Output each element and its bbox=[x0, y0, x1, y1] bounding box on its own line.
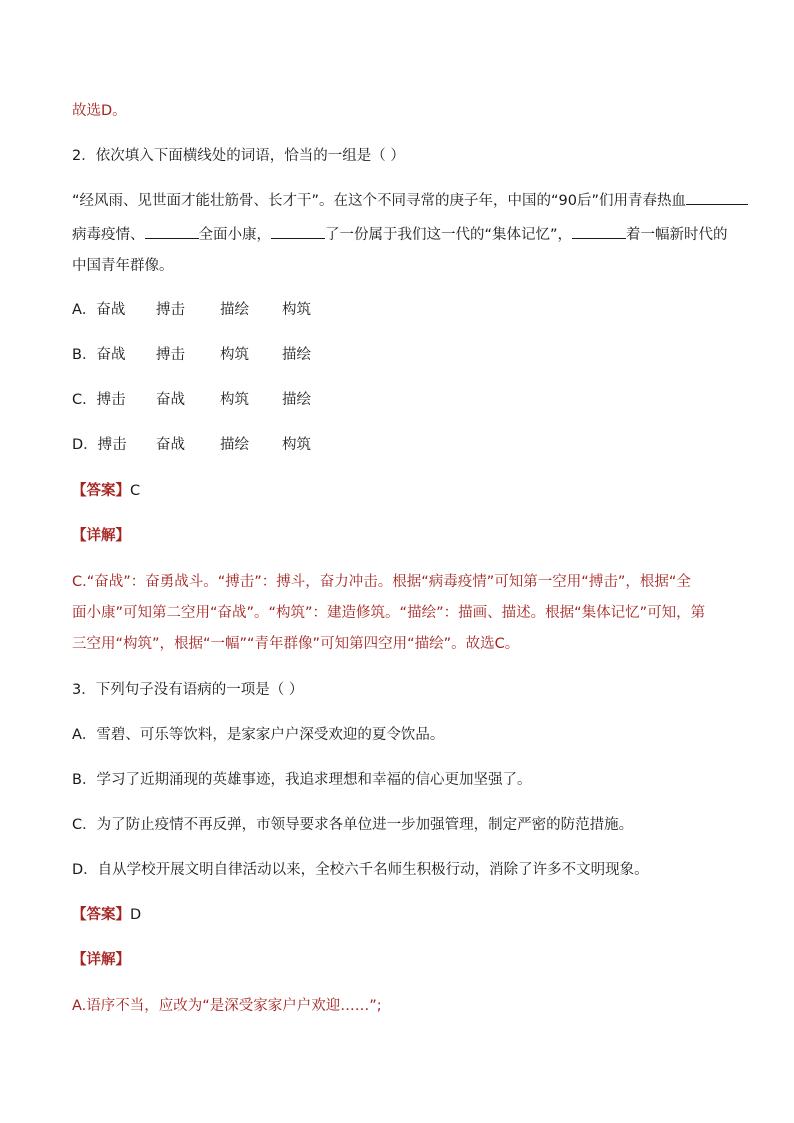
q2-option-a bbox=[72, 300, 311, 320]
option-a-word-1: A．奋战 bbox=[72, 302, 126, 318]
option-b-word-1: B．奋战 bbox=[72, 347, 126, 363]
q3-stem: 3．下列句子没有语病的一项是（ ） bbox=[72, 682, 304, 698]
q3-answer-value: D bbox=[130, 907, 142, 923]
option-c-word-1: C．搏击 bbox=[72, 392, 126, 408]
blank-4 bbox=[572, 224, 626, 239]
q3-answer bbox=[72, 905, 141, 925]
q2-passage-text-2b: 全面小康， bbox=[198, 227, 271, 243]
q2-passage-line-2 bbox=[72, 224, 728, 245]
blank-2 bbox=[145, 224, 199, 239]
q2-passage-text-2d: 着一幅新时代的 bbox=[626, 227, 728, 243]
q2-detail-line-1: C.“奋战”：奋勇战斗。“搏击”：搏斗，奋力冲击。根据“病毒疫情”可知第一空用“搏击”，根据“全 bbox=[72, 574, 691, 590]
option-c-word-3: 构筑 bbox=[220, 392, 249, 408]
option-b-word-4: 描绘 bbox=[282, 347, 311, 363]
option-b-word-3: 构筑 bbox=[220, 347, 249, 363]
q2-passage-text-2a: 病毒疫情、 bbox=[72, 227, 145, 243]
q3-detail-label: 【详解】 bbox=[72, 952, 130, 968]
option-d-word-3: 描绘 bbox=[220, 437, 249, 453]
q2-answer bbox=[72, 481, 140, 501]
option-d-word-2: 奋战 bbox=[156, 437, 185, 453]
q2-detail-line-2: 面小康”可知第二空用“奋战”。“构筑”：建造修筑。“描绘”：描画、描述。根据“集体记忆”可知，第 bbox=[72, 605, 706, 621]
q2-passage-line-1 bbox=[72, 190, 748, 211]
q3-option-a: A．雪碧、可乐等饮料，是家家户户深受欢迎的夏令饮品。 bbox=[72, 727, 445, 743]
option-a-word-3: 描绘 bbox=[220, 302, 249, 318]
q2-detail-label: 【详解】 bbox=[72, 528, 130, 544]
q2-passage-text-2c: 了一份属于我们这一代的“集体记忆”， bbox=[325, 227, 573, 243]
q2-option-d bbox=[72, 435, 311, 455]
option-d-word-1: D．搏击 bbox=[72, 437, 127, 453]
option-c-word-2: 奋战 bbox=[156, 392, 185, 408]
q3-option-b: B．学习了近期涌现的英雄事迹，我追求理想和幸福的信心更加坚强了。 bbox=[72, 772, 532, 788]
q2-option-b bbox=[72, 345, 311, 365]
q2-passage-line-3: 中国青年群像。 bbox=[72, 258, 174, 274]
option-b-word-2: 搏击 bbox=[156, 347, 185, 363]
q2-option-c bbox=[72, 390, 311, 410]
q2-answer-value: C bbox=[130, 483, 141, 499]
q2-answer-label: 【答案】 bbox=[72, 483, 130, 499]
prev-answer-tail: 故选D。 bbox=[72, 103, 127, 119]
q2-stem: 2．依次填入下面横线处的词语，恰当的一组是（ ） bbox=[72, 148, 405, 164]
option-d-word-4: 构筑 bbox=[282, 437, 311, 453]
q2-detail-line-3: 三空用“构筑”，根据“一幅”“青年群像”可知第四空用“描绘”。故选C。 bbox=[72, 636, 520, 652]
q3-detail-line-1: A.语序不当，应改为“是深受家家户户欢迎……”; bbox=[72, 998, 382, 1014]
option-c-word-4: 描绘 bbox=[282, 392, 311, 408]
q3-option-d: D．自从学校开展文明自律活动以来，全校六千名师生积极行动，消除了许多不文明现象。 bbox=[72, 862, 649, 878]
option-a-word-4: 构筑 bbox=[282, 302, 311, 318]
q3-answer-label: 【答案】 bbox=[72, 907, 130, 923]
q3-option-c: C．为了防止疫情不再反弹，市领导要求各单位进一步加强管理，制定严密的防范措施。 bbox=[72, 817, 634, 833]
option-a-word-2: 搏击 bbox=[156, 302, 185, 318]
blank-3 bbox=[271, 224, 325, 239]
blank-1 bbox=[686, 190, 748, 205]
q2-passage-text-1: “经风雨、见世面才能壮筋骨、长才干”。在这个不同寻常的庚子年，中国的“90后”们用青春热血 bbox=[72, 193, 686, 209]
